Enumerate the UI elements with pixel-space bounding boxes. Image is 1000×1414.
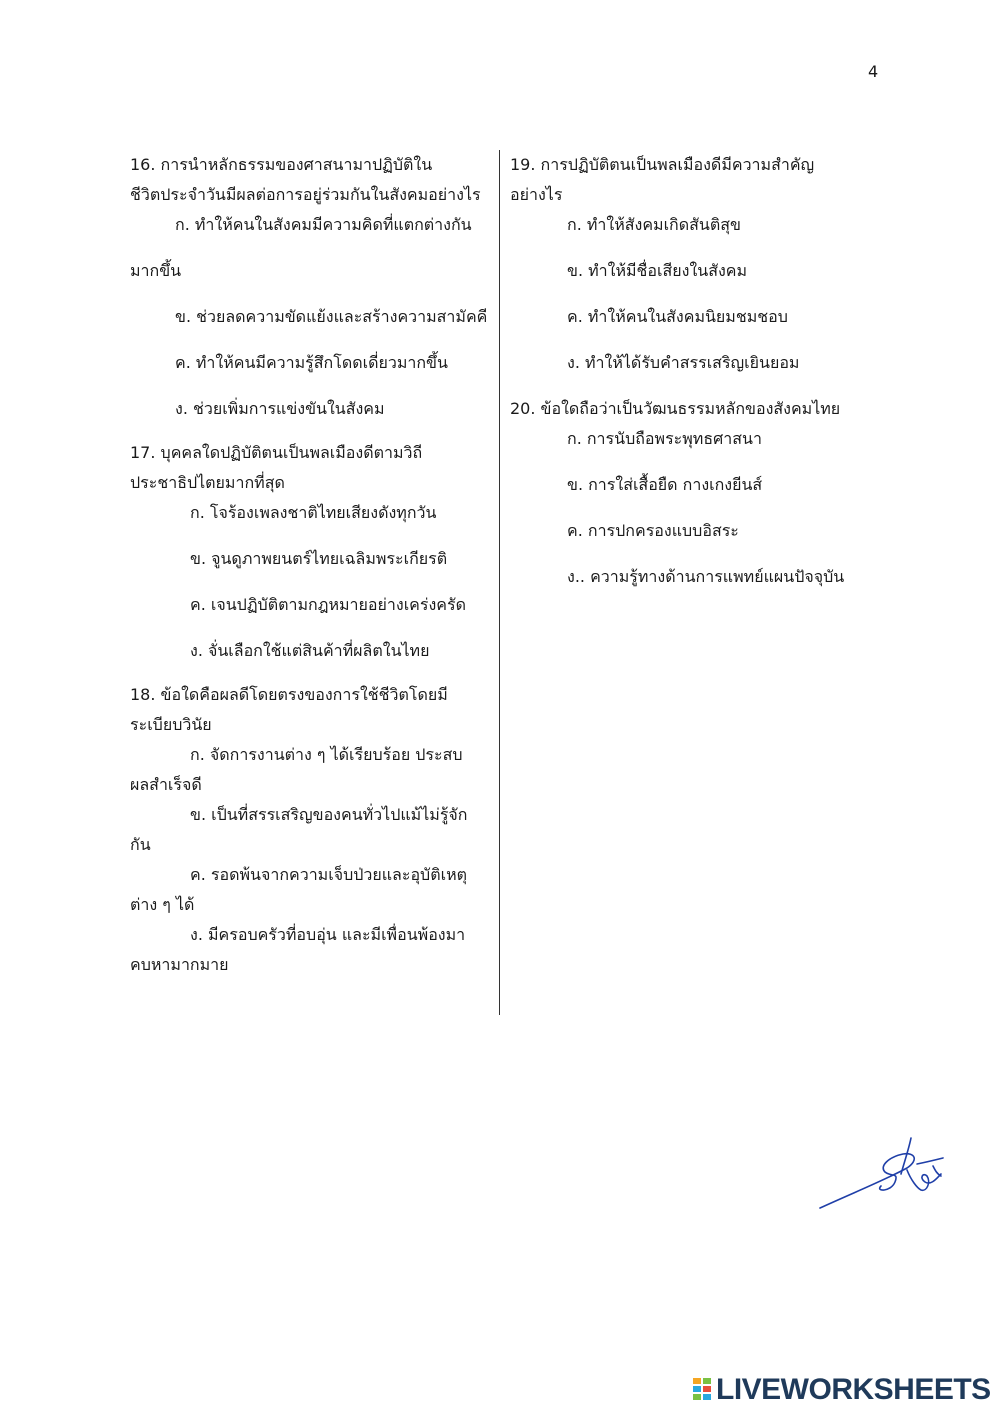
question-19-option-c: ค. ทำให้คนในสังคมนิยมชมชอบ [567,307,788,326]
question-16-stem: 16. การนำหลักธรรมของศาสนามาปฏิบัติใน [130,155,433,174]
brand-name: LIVEWORKSHEETS [716,1373,991,1406]
page-number: 4 [868,62,879,81]
column-divider [499,150,500,1015]
question-20-option-b: ข. การใส่เสื้อยืด กางเกงยีนส์ [567,475,763,494]
question-18-option-a-continued: ผลสำเร็จดี [130,775,202,794]
question-19-stem: 19. การปฏิบัติตนเป็นพลเมืองดีมีความสำคัญ [510,155,815,174]
question-18-stem: 18. ข้อใดคือผลดีโดยตรงของการใช้ชีวิตโดยมี [130,685,448,704]
question-16-option-c: ค. ทำให้คนมีความรู้สึกโดดเดี่ยวมากขึ้น [175,353,448,372]
handwritten-signature-icon [815,1130,955,1215]
question-18-option-c: ค. รอดพ้นจากความเจ็บป่วยและอุบัติเหตุ [190,865,468,884]
question-17-option-c: ค. เจนปฏิบัติตามกฎหมายอย่างเคร่งครัด [190,595,466,614]
question-19-option-b: ข. ทำให้มีชื่อเสียงในสังคม [567,261,748,280]
question-19-option-d: ง. ทำให้ได้รับคำสรรเสริญเยินยอม [567,353,800,372]
question-18-option-b: ข. เป็นที่สรรเสริญของคนทั่วไปแม้ไม่รู้จัก [190,805,468,824]
question-18-option-c-continued: ต่าง ๆ ได้ [130,895,195,914]
question-20-stem: 20. ข้อใดถือว่าเป็นวัฒนธรรมหลักของสังคมไทย [510,399,841,418]
question-19-option-a: ก. ทำให้สังคมเกิดสันติสุข [567,215,741,234]
question-18-option-a: ก. จัดการงานต่าง ๆ ได้เรียบร้อย ประสบ [190,745,463,764]
question-16-option-a: ก. ทำให้คนในสังคมมีความคิดที่แตกต่างกัน [175,215,472,234]
question-20-option-c: ค. การปกครองแบบอิสระ [567,521,739,540]
question-18-option-d: ง. มีครอบครัวที่อบอุ่น และมีเพื่อนพ้องมา [190,925,466,944]
question-19-stem: อย่างไร [510,185,563,204]
liveworksheets-branding [692,1373,991,1407]
question-18 [130,680,492,980]
question-16 [130,150,492,424]
question-20 [510,394,910,592]
question-18-option-d-continued: คบหามากมาย [130,955,229,974]
question-17-option-a: ก. โจร้องเพลงชาติไทยเสียงดังทุกวัน [190,503,437,522]
question-20-option-d: ง.. ความรู้ทางด้านการแพทย์แผนปัจจุบัน [567,567,845,586]
question-16-option-b: ข. ช่วยลดความขัดแย้งและสร้างความสามัคคี [175,307,488,326]
question-16-option-d: ง. ช่วยเพิ่มการแข่งขันในสังคม [175,399,385,418]
liveworksheets-logo-icon [692,1376,712,1404]
question-20-option-a: ก. การนับถือพระพุทธศาสนา [567,429,762,448]
question-17-stem: 17. บุคคลใดปฏิบัติตนเป็นพลเมืองดีตามวิถี [130,443,423,462]
question-17-stem: ประชาธิปไตยมากที่สุด [130,473,285,492]
question-18-option-b-continued: กัน [130,835,151,854]
question-17 [130,438,492,666]
question-17-option-b: ข. จูนดูภาพยนตร์ไทยเฉลิมพระเกียรติ [190,549,448,568]
left-column [130,150,492,980]
question-16-stem: ชีวิตประจำวันมีผลต่อการอยู่ร่วมกันในสังคมอย่างไร [130,185,481,204]
question-18-stem: ระเบียบวินัย [130,715,212,734]
question-17-option-d: ง. จั่นเลือกใช้แต่สินค้าที่ผลิตในไทย [190,641,430,660]
question-19 [510,150,910,378]
question-16-option-a-continued: มากขึ้น [130,261,182,280]
right-column [510,150,910,592]
